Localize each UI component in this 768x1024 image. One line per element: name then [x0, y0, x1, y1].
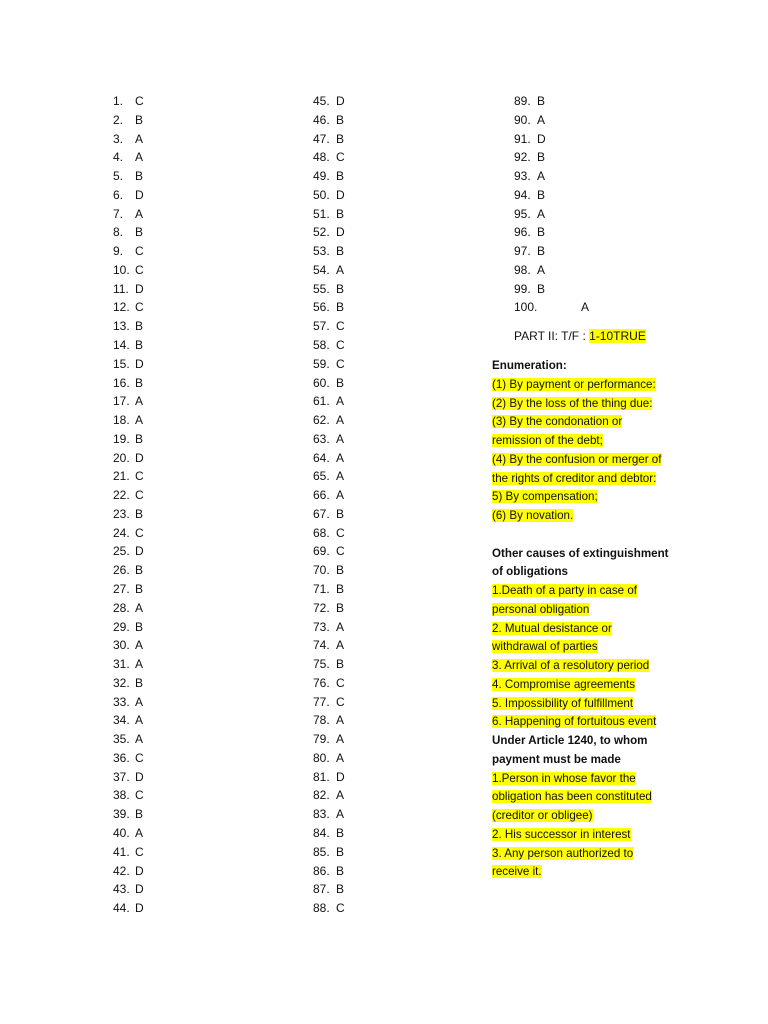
answer-letter: C: [135, 750, 144, 765]
answer-number: 74.: [313, 638, 330, 653]
answer-number: 21.: [113, 469, 130, 484]
notes-text: 4. Compromise agreements: [492, 677, 636, 691]
answer-number: 96.: [514, 225, 531, 240]
answer-number: 92.: [514, 150, 531, 165]
answer-number: 59.: [313, 356, 330, 371]
answer-number: 88.: [313, 901, 330, 916]
answer-number: 26.: [113, 563, 130, 578]
answer-letter: A: [135, 694, 144, 709]
answer-number: 66.: [313, 488, 330, 503]
answer-letter: B: [336, 506, 345, 521]
notes-text: Other causes of extinguishment: [492, 546, 669, 560]
answer-number: 45.: [313, 94, 330, 108]
answer-letter: A: [537, 169, 546, 184]
answer-number: 1.: [113, 94, 124, 108]
answer-number: 69.: [313, 544, 330, 559]
answer-letter: B: [537, 281, 546, 296]
answer-letter: D: [135, 769, 144, 784]
answer-number: 60.: [313, 375, 330, 390]
answer-letter: D: [336, 769, 345, 784]
notes-text: 5) By compensation;: [492, 490, 598, 504]
answer-letter: C: [135, 94, 144, 108]
answer-letter: D: [135, 356, 144, 371]
notes-text: 3. Arrival of a resolutory period: [492, 659, 650, 672]
answer-letter: D: [135, 544, 144, 559]
notes-text: Enumeration:: [492, 359, 567, 372]
answer-letter: C: [336, 675, 345, 690]
answer-number: 10.: [113, 262, 130, 277]
answer-letter: D: [135, 863, 144, 878]
notes-text: Under Article 1240, to whom: [492, 734, 648, 747]
answer-number: 5.: [113, 169, 124, 184]
answer-number: 34.: [113, 713, 130, 728]
answer-number: 7.: [113, 206, 124, 221]
answer-letter: B: [336, 826, 345, 841]
answer-letter: C: [135, 300, 144, 315]
notes-line: [492, 770, 636, 789]
answer-letter: B: [135, 675, 144, 690]
answer-letter: B: [336, 206, 345, 221]
notes-text: the rights of creditor and debtor:: [492, 471, 657, 485]
answer-number: 57.: [313, 319, 330, 334]
answer-number: 73.: [313, 619, 330, 634]
answer-letter: B: [336, 169, 345, 184]
answer-letter: B: [336, 563, 345, 578]
answer-number: 16.: [113, 375, 130, 390]
answer-letter: A: [537, 262, 546, 277]
notes-text: (2) By the loss of the thing due:: [492, 396, 653, 410]
answer-letter: C: [135, 788, 144, 803]
answer-letter: B: [537, 94, 546, 108]
answer-letter: A: [537, 112, 546, 127]
answer-letter: A: [537, 206, 546, 221]
answer-letter: A: [336, 488, 345, 503]
answer-number: 19.: [113, 431, 130, 446]
answer-letter: B: [537, 187, 546, 202]
answer-number: 38.: [113, 788, 130, 803]
notes-text: 6. Happening of fortuitous event: [492, 715, 657, 729]
answer-letter: B: [336, 882, 345, 897]
notes-text: 5. Impossibility of fulfillment: [492, 696, 634, 710]
answer-letter: D: [336, 94, 345, 108]
answer-number: 56.: [313, 300, 330, 315]
part2-line: [514, 327, 646, 345]
answer-number: 40.: [113, 826, 130, 841]
answer-letter: A: [135, 657, 144, 672]
answer-number: 35.: [113, 732, 130, 747]
answer-letter: C: [336, 544, 345, 559]
notes-line: [492, 413, 622, 432]
answer-letter: B: [135, 112, 144, 127]
answer-number: 4.: [113, 150, 124, 165]
answer-letter: B: [336, 131, 345, 146]
answer-letter: A: [336, 619, 345, 634]
answer-letter: D: [135, 187, 144, 202]
answer-number: 44.: [113, 901, 130, 916]
answer-letter: C: [336, 319, 345, 334]
notes-line: [492, 601, 589, 620]
answer-number: 91.: [514, 131, 531, 146]
answer-number: 24.: [113, 525, 130, 540]
answer-letter: B: [135, 169, 144, 184]
answer-number: 84.: [313, 826, 330, 841]
answer-number: 97.: [514, 244, 531, 259]
notes-line: [492, 807, 593, 826]
answer-number: 52.: [313, 225, 330, 240]
answer-letter: A: [336, 413, 345, 428]
answer-number: 6.: [113, 187, 124, 202]
notes-line: [492, 713, 656, 732]
notes-line: [492, 582, 637, 601]
answer-letter: D: [537, 131, 546, 146]
answer-letter: B: [336, 600, 345, 615]
answer-number: 100.: [514, 300, 538, 315]
answer-number: 63.: [313, 431, 330, 446]
answer-number: 68.: [313, 525, 330, 540]
answer-number: 49.: [313, 169, 330, 184]
answer-letter: B: [336, 112, 345, 127]
notes-line: [492, 470, 656, 489]
answer-letter: D: [135, 901, 144, 916]
answer-number: 94.: [514, 187, 531, 202]
answer-number: 27.: [113, 582, 130, 597]
notes-text: (1) By payment or performance:: [492, 377, 656, 391]
answer-number: 32.: [113, 675, 130, 690]
answer-letter: B: [537, 150, 546, 165]
answer-letter: B: [135, 431, 144, 446]
answer-letter: D: [336, 225, 345, 240]
answer-number: 48.: [313, 150, 330, 165]
notes-line: [492, 845, 633, 864]
answer-number: 46.: [313, 112, 330, 127]
answer-number: 78.: [313, 713, 330, 728]
notes-text: of obligations: [492, 565, 568, 579]
answer-number: 51.: [313, 206, 330, 221]
answer-number: 33.: [113, 694, 130, 709]
answer-number: 50.: [313, 187, 330, 202]
notes-line: [492, 863, 542, 882]
answer-number: 12.: [113, 300, 130, 315]
answer-number: 17.: [113, 394, 130, 409]
answer-letter: A: [135, 150, 144, 165]
notes-line: [492, 826, 631, 845]
answer-letter: B: [135, 375, 144, 390]
answer-letter: A: [336, 638, 345, 653]
answer-number: 25.: [113, 544, 130, 559]
answer-number: 82.: [313, 788, 330, 803]
answer-number: 53.: [313, 244, 330, 259]
answer-letter: A: [135, 638, 144, 653]
answer-number: 31.: [113, 657, 130, 672]
answer-letter: B: [135, 582, 144, 597]
answer-number: 14.: [113, 338, 130, 352]
notes-text: personal obligation: [492, 602, 590, 616]
answer-number: 77.: [313, 694, 330, 709]
answer-number: 39.: [113, 807, 130, 822]
answer-number: 90.: [514, 112, 531, 127]
answer-number: 58.: [313, 338, 330, 352]
answer-letter: A: [336, 394, 345, 409]
notes-text: 2. Mutual desistance or: [492, 621, 612, 635]
answer-number: 93.: [514, 169, 531, 184]
answer-number: 28.: [113, 600, 130, 615]
notes-line: [492, 620, 612, 639]
answer-number: 67.: [313, 506, 330, 521]
answer-letter: D: [336, 187, 345, 202]
answer-letter: A: [336, 807, 345, 822]
answer-letter: B: [135, 338, 144, 352]
notes-heading: [492, 357, 567, 376]
notes-text: (creditor or obligee): [492, 809, 593, 822]
notes-line: [492, 432, 603, 451]
answer-letter: C: [135, 844, 144, 859]
answer-number: 79.: [313, 732, 330, 747]
answer-number: 30.: [113, 638, 130, 653]
answer-number: 83.: [313, 807, 330, 822]
notes-line: [492, 376, 656, 395]
answer-letter: C: [135, 469, 144, 484]
notes-text: (4) By the confusion or merger of: [492, 452, 662, 466]
answer-number: 72.: [313, 600, 330, 615]
answer-number: 23.: [113, 506, 130, 521]
answer-number: 36.: [113, 750, 130, 765]
part2-value: 1-10TRUE: [589, 329, 646, 343]
notes-line: [492, 395, 652, 414]
answer-number: 89.: [514, 94, 531, 108]
answer-letter: A: [135, 713, 144, 728]
answer-letter: B: [336, 657, 345, 672]
notes-text: payment must be made: [492, 752, 621, 766]
answer-number: 54.: [313, 262, 330, 277]
answer-letter: B: [336, 300, 345, 315]
answer-letter: A: [336, 713, 345, 728]
answer-number: 76.: [313, 675, 330, 690]
answer-letter: B: [336, 844, 345, 859]
answer-number: 2.: [113, 112, 124, 127]
answer-number: 43.: [113, 882, 130, 897]
answer-number: 9.: [113, 244, 124, 259]
notes-line: [492, 488, 598, 507]
notes-text: (3) By the condonation or: [492, 415, 623, 429]
answer-number: 62.: [313, 413, 330, 428]
answer-letter: A: [135, 826, 144, 841]
notes-text: 1.Death of a party in case of: [492, 584, 638, 597]
answer-number: 81.: [313, 769, 330, 784]
answer-number: 98.: [514, 262, 531, 277]
answer-letter: D: [135, 281, 144, 296]
answer-number: 11.: [113, 281, 129, 296]
answer-number: 64.: [313, 450, 330, 465]
notes-heading: [492, 732, 647, 751]
answer-letter: A: [135, 600, 144, 615]
answer-letter: D: [135, 882, 144, 897]
answer-number: 99.: [514, 281, 531, 296]
notes-line: [492, 638, 598, 657]
answer-number: 20.: [113, 450, 130, 465]
answer-letter: A: [336, 788, 345, 803]
answer-letter: A: [581, 300, 590, 315]
part2-label: PART II: T/F :: [514, 329, 590, 343]
answer-letter: C: [336, 901, 345, 916]
answer-number: 85.: [313, 844, 330, 859]
answer-number: 42.: [113, 863, 130, 878]
answer-letter: A: [336, 750, 345, 765]
notes-text: 3. Any person authorized to: [492, 846, 634, 860]
answer-letter: C: [336, 338, 345, 352]
answer-number: 29.: [113, 619, 130, 634]
answer-number: 37.: [113, 769, 130, 784]
answer-number: 55.: [313, 281, 330, 296]
answer-number: 86.: [313, 863, 330, 878]
answer-number: 61.: [313, 394, 330, 409]
answer-letter: A: [135, 732, 144, 747]
notes-text: (6) By novation.: [492, 509, 574, 522]
answer-letter: A: [135, 413, 144, 428]
answer-letter: C: [336, 356, 345, 371]
answer-number: 13.: [113, 319, 130, 334]
notes-text: receive it.: [492, 865, 542, 879]
notes-text: withdrawal of parties: [492, 640, 598, 654]
notes-heading: [492, 545, 669, 564]
answer-letter: B: [336, 281, 345, 296]
answer-letter: B: [336, 863, 345, 878]
answer-letter: A: [135, 131, 144, 146]
answer-letter: A: [336, 732, 345, 747]
answer-number: 18.: [113, 413, 130, 428]
answer-letter: A: [336, 431, 345, 446]
answer-letter: B: [135, 506, 144, 521]
notes-line: [492, 676, 635, 695]
answer-letter: C: [336, 694, 345, 709]
answer-letter: A: [336, 262, 345, 277]
answer-letter: C: [336, 525, 345, 540]
answer-letter: C: [135, 525, 144, 540]
answer-number: 41.: [113, 844, 130, 859]
answer-number: 15.: [113, 356, 130, 371]
notes-line: [492, 695, 633, 714]
answer-number: 65.: [313, 469, 330, 484]
notes-text: 2. His successor in interest: [492, 827, 631, 841]
answer-letter: A: [135, 206, 144, 221]
answer-number: 95.: [514, 206, 531, 221]
answer-letter: B: [135, 225, 144, 240]
answer-number: 22.: [113, 488, 130, 503]
answer-number: 75.: [313, 657, 330, 672]
answer-letter: C: [336, 150, 345, 165]
answer-letter: B: [135, 319, 144, 334]
notes-heading: [492, 751, 621, 770]
answer-letter: B: [537, 244, 546, 259]
answer-number: 8.: [113, 225, 124, 240]
answer-letter: A: [336, 469, 345, 484]
notes-line: [492, 451, 661, 470]
answer-letter: B: [336, 582, 345, 597]
answer-letter: A: [135, 394, 144, 409]
answer-letter: C: [135, 262, 144, 277]
answer-letter: C: [135, 244, 144, 259]
answer-letter: B: [135, 563, 144, 578]
answer-letter: B: [135, 807, 144, 822]
answer-letter: B: [135, 619, 144, 634]
notes-line: [492, 788, 652, 807]
answer-letter: B: [336, 244, 345, 259]
answer-number: 3.: [113, 131, 124, 146]
answer-number: 80.: [313, 750, 330, 765]
notes-heading: [492, 563, 568, 582]
answer-number: 70.: [313, 563, 330, 578]
answer-number: 87.: [313, 882, 330, 897]
answer-number: 47.: [313, 131, 330, 146]
notes-text: remission of the debt;: [492, 434, 603, 447]
answer-number: 71.: [313, 582, 330, 597]
answer-letter: A: [336, 450, 345, 465]
notes-text: 1.Person in whose favor the: [492, 771, 636, 785]
notes-line: [492, 657, 649, 676]
answer-letter: D: [135, 450, 144, 465]
answer-letter: C: [135, 488, 144, 503]
answer-letter: B: [537, 225, 546, 240]
answer-letter: B: [336, 375, 345, 390]
notes-line: [492, 507, 573, 526]
notes-text: obligation has been constituted: [492, 790, 652, 804]
